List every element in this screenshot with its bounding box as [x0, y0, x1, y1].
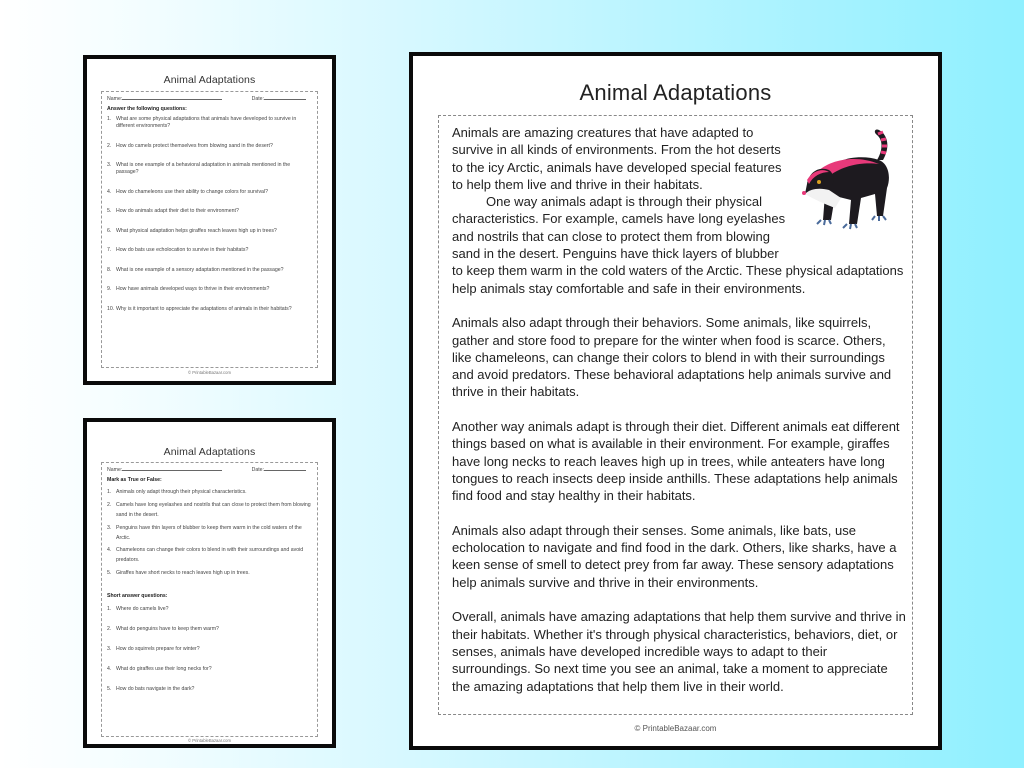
true-false-item: 2. Camels have long eyelashes and nostrils that can close to protect them from blowing sand in the desert.: [107, 501, 311, 518]
passage-paragraph-intro: Animals are amazing creatures that have adapted to survive in all kinds of environments. From the hot deserts to the icy Arctic, animals have developed special features to help them live and thrive in their habitats.: [452, 125, 782, 192]
question-item: 3. What is one example of a behavioral adaptation in animals mentioned in the passage?: [107, 162, 291, 176]
questions-heading: Answer the following questions:: [107, 106, 187, 113]
true-false-item: 1. Animals only adapt through their physical characteristics.: [107, 489, 247, 496]
question-item: 10. Why is it important to appreciate the adaptations of animals in their habitats?: [107, 305, 292, 312]
copyright-footer: © PrintableBazaar.com: [634, 724, 717, 733]
true-false-heading: Mark as True or False:: [107, 477, 162, 484]
question-item: 5. How do animals adapt their diet to their environment?: [107, 208, 239, 215]
passage-paragraph-physical: One way animals adapt is through their physical characteristics. For example, camels have long eyelashes and nostrils that can close to protect them from blowing sand in the desert. Penguins have thick layers of blubber to keep them warm in the cold waters of the Arctic. These physical adaptations help animals stay comfortable and safe in their environments.: [452, 194, 904, 296]
name-label: Name:: [107, 96, 123, 102]
passage-paragraph-senses: Animals also adapt through their senses. Some animals, like bats, use echolocation to navigate and find food in the dark. Others, like sharks, have a keen sense of smell to detect prey from far away. These sensory adaptations help animals survive and thrive in their environments.: [452, 522, 897, 590]
date-field: [252, 467, 306, 474]
name-date-row: [107, 96, 312, 103]
name-label: Name:: [107, 467, 123, 473]
name-field: [107, 96, 222, 103]
short-answer-item: 3. How do squirrels prepare for winter?: [107, 646, 200, 653]
passage-box: [438, 115, 913, 715]
short-answer-item: 4. What do giraffes use their long necks for?: [107, 666, 212, 673]
true-false-item: 3. Penguins have thin layers of blubber to keep them warm in the cold waters of the Arctic.: [107, 524, 302, 541]
worksheet-title: Animal Adaptations: [163, 446, 256, 458]
passage-paragraph-conclusion: Overall, animals have amazing adaptations that help them survive and thrive in their habitats. Whether it's through physical characteristics, behaviors, diet, or senses, animals have developed incredible ways to adapt to their surroundings. So next time you see an animal, take a moment to appreciate the amazing adaptations that help them live in their world.: [452, 609, 906, 694]
question-item: 2. How do camels protect themselves from blowing sand in the desert?: [107, 142, 273, 149]
worksheet-box: [101, 462, 318, 737]
worksheet-true-false-page: [83, 418, 336, 748]
short-answer-item: 1. Where do camels live?: [107, 606, 169, 613]
date-label: Date:: [251, 467, 264, 473]
date-label: Date:: [251, 96, 264, 102]
copyright-footer: © PrintableBazaar.com: [188, 738, 231, 743]
question-item: 6. What physical adaptation helps giraffes reach leaves high up in trees?: [107, 227, 277, 234]
worksheet-title: Animal Adaptations: [163, 74, 256, 86]
passage-text: [452, 124, 907, 712]
worksheet-questions-page: [83, 55, 336, 385]
question-item: 9. How have animals developed ways to thrive in their environments?: [107, 286, 270, 293]
date-field: [252, 96, 306, 103]
coati-illustration-icon: [795, 124, 915, 244]
name-date-row: [107, 467, 312, 474]
name-field: [107, 467, 222, 474]
short-answer-heading: Short answer questions:: [107, 593, 168, 600]
copyright-footer: © PrintableBazaar.com: [188, 370, 231, 375]
true-false-item: 4. Chameleons can change their colors to blend in with their surroundings and avoid predators.: [107, 547, 304, 564]
worksheet-box: [101, 91, 318, 368]
question-item: 8. What is one example of a sensory adaptation mentioned in the passage?: [107, 266, 284, 273]
page-title: Animal Adaptations: [579, 80, 772, 105]
true-false-item: 5. Giraffes have short necks to reach leaves high up in trees.: [107, 570, 250, 577]
passage-paragraph-diet: Another way animals adapt is through their diet. Different animals eat different things based on what is available in their environment. For example, giraffes have long necks to reach leaves high up in trees, while anteaters have long tongues to reach insects deep inside anthills. These adaptations help animals find food and stay healthy in their habitats.: [452, 419, 900, 504]
reading-passage-page: [409, 52, 942, 750]
question-item: 1. What are some physical adaptations that animals have developed to survive in different environments?: [107, 116, 297, 130]
question-item: 7. How do bats use echolocation to survive in their habitats?: [107, 247, 249, 254]
short-answer-item: 5. How do bats navigate in the dark?: [107, 686, 195, 693]
short-answer-item: 2. What do penguins have to keep them warm?: [107, 626, 219, 633]
passage-paragraph-behavior: Animals also adapt through their behaviors. Some animals, like squirrels, gather and store food to prepare for the winter when food is scarce. Others, like chameleons, can change their colors to blend in with their surroundings and avoid predators. These behavioral adaptations help animals survive and thrive in their habitats.: [452, 315, 892, 400]
question-item: 4. How do chameleons use their ability to change colors for survival?: [107, 188, 268, 195]
